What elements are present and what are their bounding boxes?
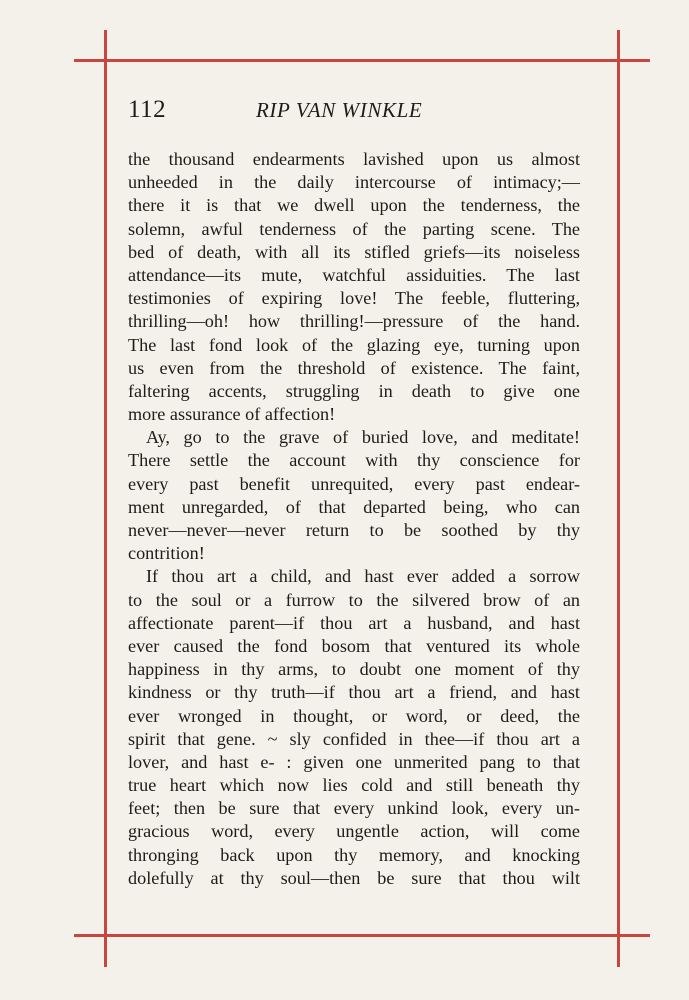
- text-line: feet; then be sure that every unkind look, every un-: [128, 798, 580, 819]
- text-line: attendance—its mute, watchful assiduities. The last: [128, 264, 580, 285]
- right-border-rule: [617, 30, 620, 967]
- page-header: [128, 96, 580, 132]
- text-line: Ay, go to the grave of buried love, and meditate!: [146, 427, 580, 448]
- text-line: happiness in thy arms, to doubt one moment of thy: [128, 659, 580, 680]
- text-line: never—never—never return to be soothed by thy: [128, 520, 580, 540]
- text-line: lover, and hast e- : given one unmerited pang to that: [128, 751, 580, 772]
- text-line: thrilling—oh! how thrilling!—pressure of the hand.: [128, 311, 580, 332]
- text-line: true heart which now lies cold and still beneath thy: [128, 775, 580, 796]
- text-line: If thou art a child, and hast ever added a sorrow: [146, 566, 580, 587]
- text-line: unheeded in the daily intercourse of intimacy;—: [128, 172, 580, 193]
- text-line: spirit that gene. ~ sly confided in thee—if thou art a: [128, 728, 580, 749]
- text-line: affectionate parent—if thou art a husband, and hast: [128, 612, 580, 633]
- text-line: more assurance of affection!: [128, 404, 336, 425]
- text-line: kindness or thy truth—if thou art a friend, and hast: [128, 682, 580, 703]
- text-line: solemn, awful tenderness of the parting scene. The: [128, 218, 580, 239]
- text-line: us even from the threshold of existence. The faint,: [128, 357, 580, 378]
- text-line: ever caused the fond bosom that ventured its whole: [128, 635, 580, 656]
- text-line: every past benefit unrequited, every past endear-: [128, 473, 580, 494]
- text-line: testimonies of expiring love! The feeble, fluttering,: [128, 288, 580, 309]
- paragraph-2: [128, 426, 580, 565]
- paragraph-1: [128, 148, 580, 426]
- text-line: faltering accents, struggling in death to give one: [128, 380, 580, 401]
- text-line: to the soul or a furrow to the silvered brow of an: [128, 589, 580, 610]
- text-line: gracious word, every ungentle action, will come: [128, 821, 580, 842]
- text-line: ever wronged in thought, or word, or deed, the: [128, 705, 580, 726]
- page-number: 112: [128, 96, 167, 123]
- text-line: there it is that we dwell upon the tenderness, the: [128, 195, 580, 216]
- text-line: bed of death, with all its stifled griefs—its noiseless: [128, 241, 580, 262]
- running-title: RIP VAN WINKLE: [256, 98, 423, 122]
- bottom-border-rule: [74, 934, 650, 937]
- paragraph-3: [128, 565, 580, 890]
- text-line: ment unregarded, of that departed being, who can: [128, 496, 580, 517]
- top-border-rule: [74, 59, 650, 62]
- text-line: contrition!: [128, 543, 205, 564]
- text-line: thronging back upon thy memory, and knocking: [128, 844, 580, 865]
- text-line: The last fond look of the glazing eye, turning upon: [128, 334, 580, 355]
- body-text: [128, 148, 580, 890]
- text-line: There settle the account with thy conscience for: [128, 450, 580, 471]
- left-border-rule: [104, 30, 107, 967]
- text-line: the thousand endearments lavished upon us almost: [128, 149, 580, 169]
- text-line: dolefully at thy soul—then be sure that thou wilt: [128, 867, 580, 888]
